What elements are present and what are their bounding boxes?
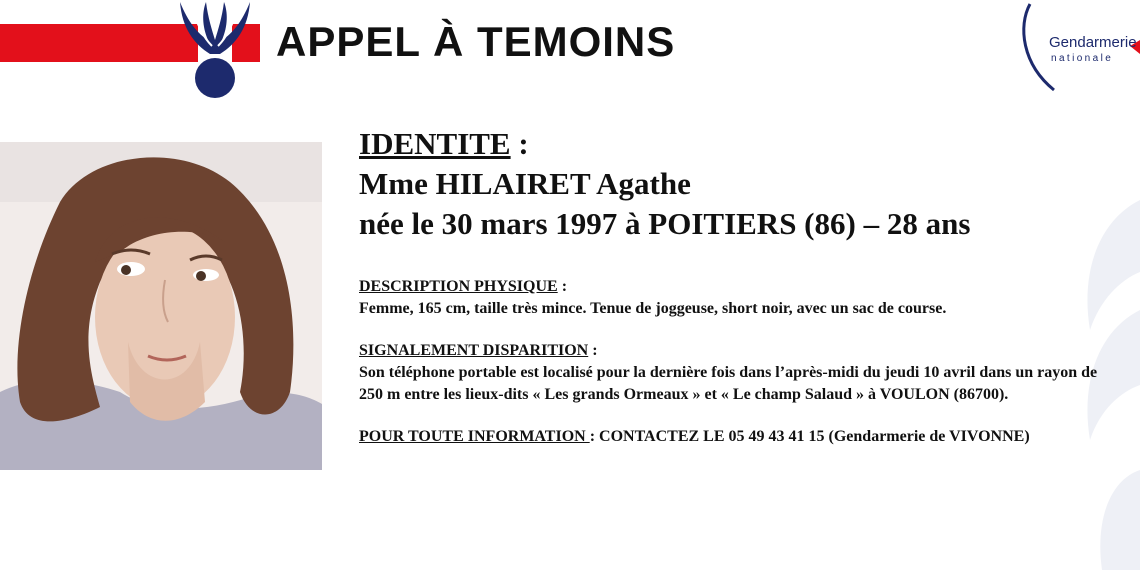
identity-heading <box>359 124 1119 164</box>
signalement-section <box>359 340 1119 406</box>
header-red-band-left <box>0 24 198 62</box>
description-text: Femme, 165 cm, taille très mince. Tenue de joggeuse, short noir, avec un sac de course. <box>359 300 947 317</box>
identity-label: IDENTITE <box>359 126 511 161</box>
gendarmerie-logo-text: Gendarmerie <box>1049 34 1137 51</box>
description-label: DESCRIPTION PHYSIQUE <box>359 278 558 295</box>
page-title: APPEL À TEMOINS <box>276 18 676 65</box>
missing-person-photo <box>0 142 322 470</box>
signalement-text: Son téléphone portable est localisé pour la dernière fois dans l’après-midi du jeudi 10 avril dans un rayon de 250 m entre les lieux-dits « Les grands Ormeaux » et « Le champ Salaud » à VOULON (86700). <box>359 364 1098 403</box>
contact-text: : CONTACTEZ LE 05 49 43 41 15 (Gendarmerie de VIVONNE) <box>589 428 1030 445</box>
notice-content <box>359 124 1119 448</box>
gendarmerie-logo-subtext: nationale <box>1051 53 1114 64</box>
description-colon: : <box>557 278 568 295</box>
signalement-colon: : <box>588 342 598 359</box>
person-name: Mme HILAIRET Agathe <box>359 166 691 201</box>
identity-colon: : <box>510 126 529 161</box>
contact-label: POUR TOUTE INFORMATION <box>359 428 590 445</box>
grenade-flame-icon <box>172 0 258 102</box>
contact-section <box>359 426 1119 448</box>
description-section <box>359 276 1119 320</box>
signalement-label: SIGNALEMENT DISPARITION <box>359 342 589 359</box>
birth-info: née le 30 mars 1997 à POITIERS (86) – 28 ans <box>359 206 971 241</box>
